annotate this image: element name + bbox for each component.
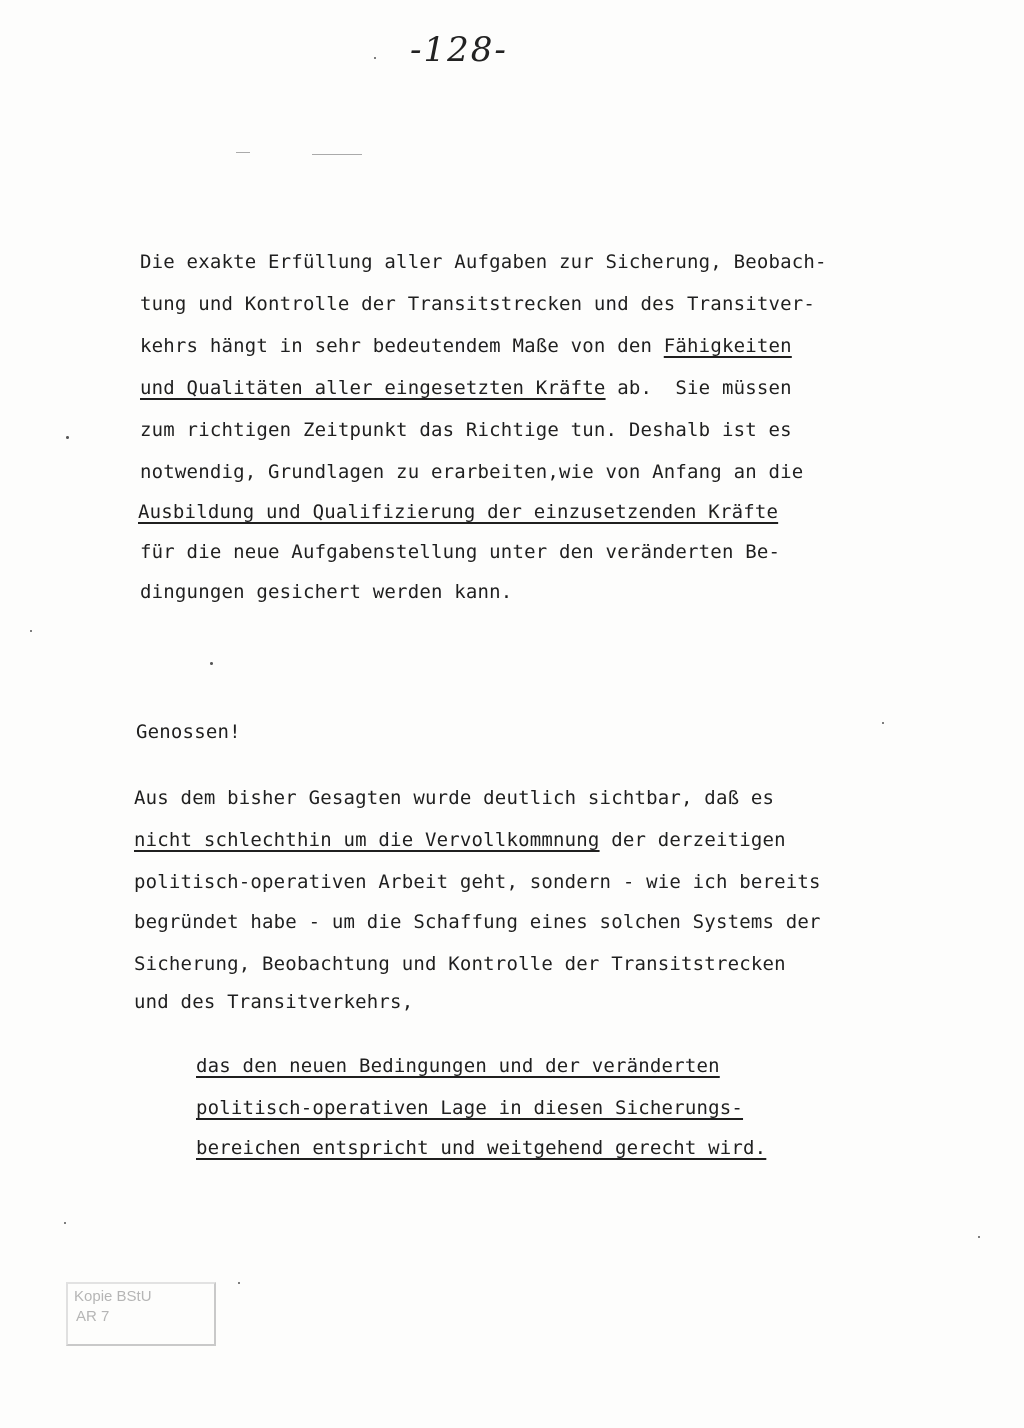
scan-speck [30,630,32,632]
paragraph1-line8: für die neue Aufgabenstellung unter den veränderten Be- [140,541,781,563]
scan-speck [978,1236,980,1238]
paragraph2-line2 [134,828,786,852]
quote-line2: politisch-operativen Lage in diesen Sicherungs- [196,1097,744,1119]
scan-speck [64,1222,66,1224]
underlined-phrase: Fähigkeiten [663,335,792,357]
paragraph1-line4-text: ab. Sie müssen [605,377,792,399]
paragraph1-line4 [140,376,792,400]
stamp-line1: Kopie BStU [74,1288,152,1305]
paragraph2-line2-text: der derzeitigen [599,829,786,851]
scan-speck [374,57,376,59]
scan-mark [236,152,250,153]
paragraph2-line6: und des Transitverkehrs, [134,991,414,1013]
scan-speck [238,1282,240,1284]
paragraph1-line6: notwendig, Grundlagen zu erarbeiten,wie von Anfang an die [140,461,804,483]
scan-speck [66,436,69,439]
paragraph1-line3 [140,334,792,358]
paragraph2-line3: politisch-operativen Arbeit geht, sondern - wie ich bereits [134,871,821,893]
scan-speck [210,662,213,665]
page-number: -128- [410,30,508,70]
paragraph1-line9: dingungen gesichert werden kann. [140,581,513,603]
paragraph2-line5: Sicherung, Beobachtung und Kontrolle der Transitstrecken [134,953,786,975]
scan-mark [312,154,362,155]
paragraph2-line4: begründet habe - um die Schaffung eines solchen Systems der [134,911,821,933]
salutation: Genossen! [136,721,241,743]
underlined-phrase: nicht schlechthin um die Vervollkommnung [134,829,600,851]
underlined-phrase: und Qualitäten aller eingesetzten Kräfte [140,377,606,399]
quote-line1: das den neuen Bedingungen und der veränderten [196,1055,720,1077]
paragraph1-line1: Die exakte Erfüllung aller Aufgaben zur Sicherung, Beobach- [140,251,827,273]
paragraph1-line3-text: kehrs hängt in sehr bedeutendem Maße von den [140,335,664,357]
archive-stamp [66,1282,216,1346]
stamp-line2: AR 7 [76,1308,110,1325]
quote-line3: bereichen entspricht und weitgehend gerecht wird. [196,1137,767,1159]
paragraph2-line1: Aus dem bisher Gesagten wurde deutlich sichtbar, daß es [134,787,775,809]
paragraph1-line5: zum richtigen Zeitpunkt das Richtige tun. Deshalb ist es [140,419,792,441]
paragraph1-line2: tung und Kontrolle der Transitstrecken und des Transitver- [140,293,816,315]
paragraph1-line7: Ausbildung und Qualifizierung der einzusetzenden Kräfte [138,501,779,523]
scan-speck [882,722,884,724]
